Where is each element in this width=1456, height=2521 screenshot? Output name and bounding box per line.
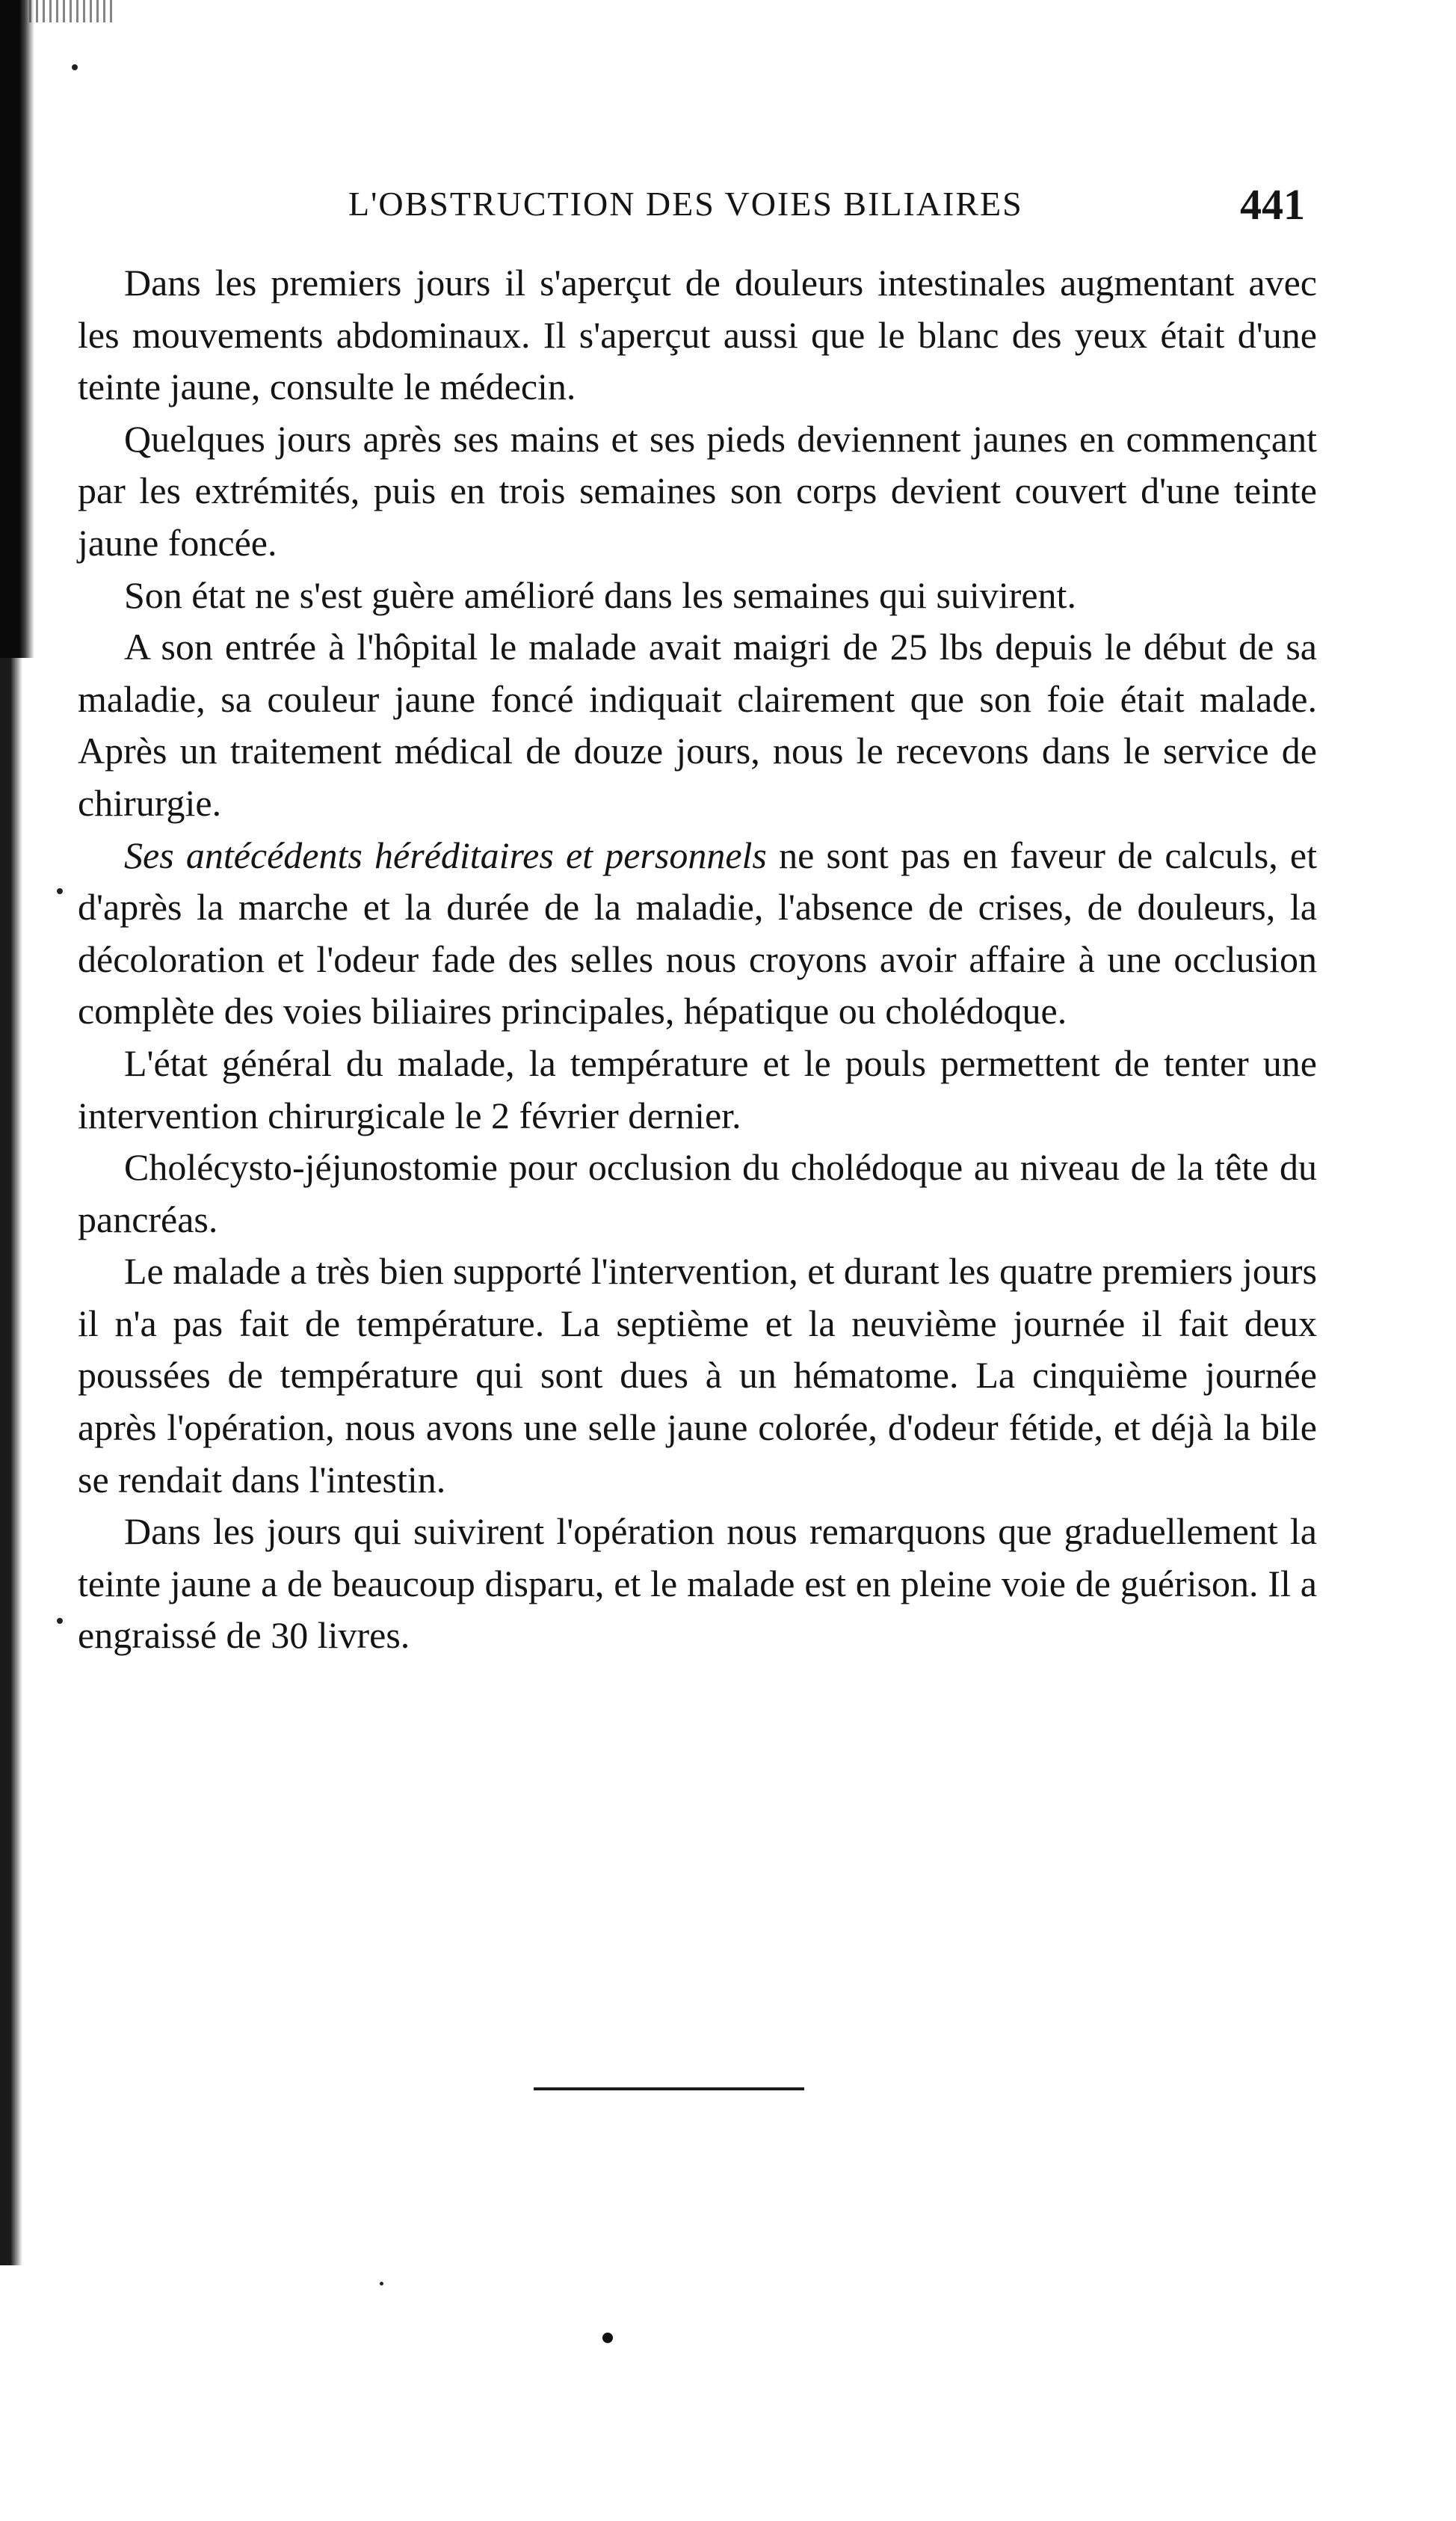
bottom-ink-mark [602,2333,613,2343]
paragraph-general-state: L'état général du malade, la température et le pouls permettent de tenter une intervention chirurgicale le 2 février dernier. [78,1041,1317,1136]
paragraph-postoperative: Le malade a très bien supporté l'intervention, et durant les quatre premiers jours il n'a pas fait de température. La septième et la neuvième journée il fait deux poussées de température qui sont dues à un hématome. La cinquième journée après l'opération, nous avons une selle jaune colorée, d'odeur fétide, et déjà la bile se rendait dans l'intestin. [78,1250,1317,1500]
margin-dot-top [72,64,78,70]
paragraph-jaundice: Quelques jours après ses mains et ses pieds deviennent jaunes en commençant par les extrémités, puis en trois semaines son corps devient couvert d'une teinte jaune foncée. [78,417,1317,564]
paragraph-procedure: Cholécysto-jéjunostomie pour occlusion du cholédoque au niveau de la tête du pancréas. [78,1146,1317,1240]
running-title: L'OBSTRUCTION DES VOIES BILIAIRES [348,185,1023,223]
closing-rule [534,2087,804,2090]
antecedents-text: ne sont pas en faveur de calculs, et d'après la marche et la durée de la maladie, l'absence de crises, de douleurs, la décoloration et l'odeur fade des selles nous croyons avoir affaire à une occlusion complète des voies biliaires principales, hépatique ou cholédoque. [78,834,1317,1032]
running-head [348,180,1320,229]
margin-dot-antecedents [57,888,63,894]
paragraph-admission: A son entrée à l'hôpital le malade avait maigri de 25 lbs depuis le début de sa maladie, sa couleur jaune foncé indiquait clairement que son foie était malade. Après un traitement médical de douze jours, nous le recevons dans le service de chirurgie. [78,626,1317,824]
antecedents-emphasis: Ses antécédents héréditaires et personnels [124,834,767,876]
margin-dot-bottom [380,2282,383,2285]
paragraph-antecedents [78,830,1317,1038]
margin-dot-intestine [57,1618,63,1624]
paragraph-recovery: Dans les jours qui suivirent l'opération nous remarquons que graduellement la teinte jaune a de beaucoup disparu, et le malade est en pleine voie de guérison. Il a engraissé de 30 livres. [78,1510,1317,1657]
scan-corner-speck [22,0,112,22]
paragraph-no-improvement: Son état ne s'est guère amélioré dans les semaines qui suivirent. [124,573,1076,616]
page-binding-edge-lower [0,658,22,2265]
paragraph-symptoms: Dans les premiers jours il s'aperçut de douleurs intestinales augmentant avec les mouvements abdominaux. Il s'aperçut aussi que le blanc des yeux était d'une teinte jaune, consulte le médecin. [78,262,1317,408]
body-text [78,257,1317,1662]
page-binding-edge [0,0,34,658]
page-number: 441 [1240,180,1305,229]
